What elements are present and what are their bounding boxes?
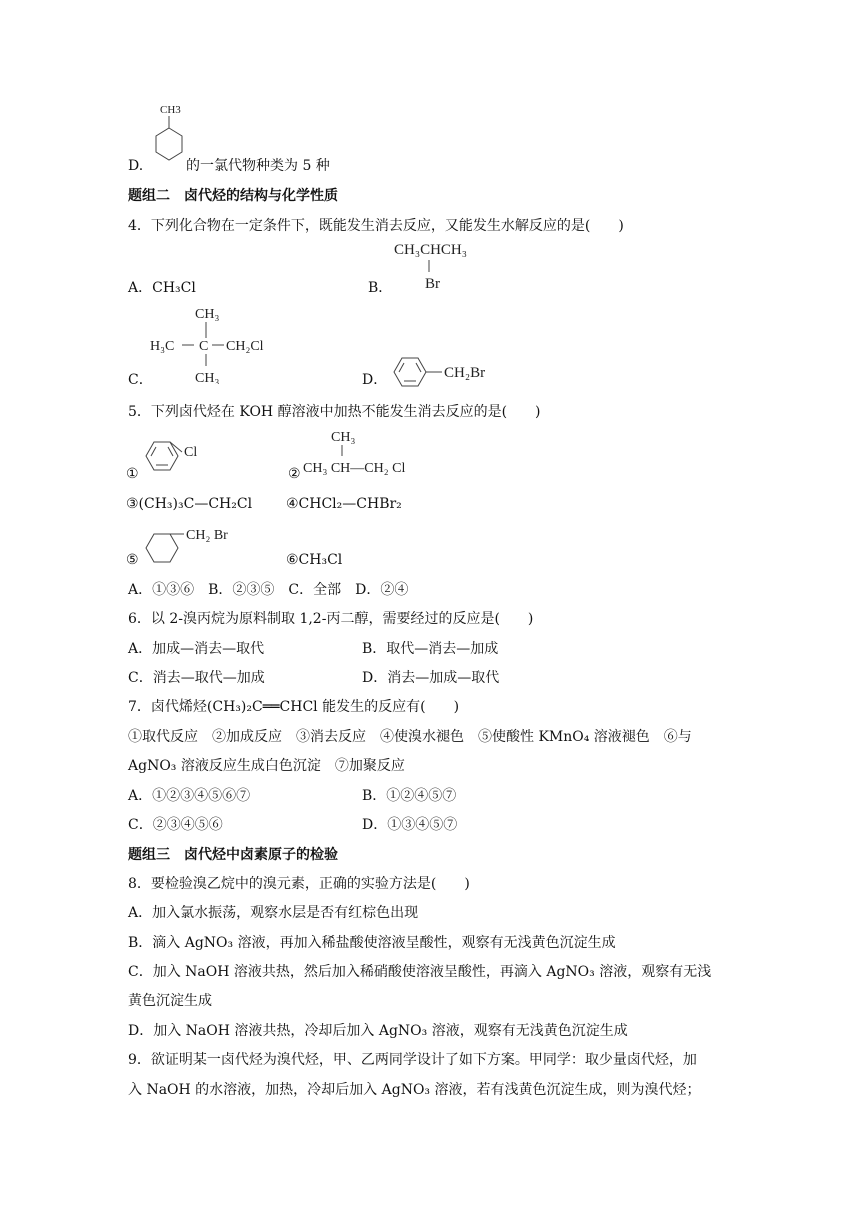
q4-option-b-structure — [392, 238, 502, 290]
q6-option-c: C．消去—取代—加成 — [128, 670, 265, 686]
q5-item5-structure — [140, 520, 240, 572]
q6-stem: 6．以 2-溴丙烷为原料制取 1,2-丙二醇，需要经过的反应是( ) — [128, 611, 534, 627]
group2-heading: 题组二 卤代烃的结构与化学性质 — [128, 188, 338, 204]
q3-option-d-text: 的一氯代物种类为 5 种 — [186, 158, 330, 174]
q5-item1-sub: Cl — [184, 445, 198, 460]
q7-line2: AgNO₃ 溶液反应生成白色沉淀 ⑦加聚反应 — [128, 758, 405, 774]
q8-option-b: B．滴入 AgNO₃ 溶液，再加入稀盐酸使溶液呈酸性，观察有无浅黄色沉淀生成 — [128, 935, 616, 951]
q8-stem: 8．要检验溴乙烷中的溴元素，正确的实验方法是( ) — [128, 876, 470, 892]
q7-option-c: C．②③④⑤⑥ — [128, 817, 223, 833]
q5-item2-top: CH₃ — [331, 430, 356, 445]
q8-option-a: A．加入氯水振荡，观察水层是否有红棕色出现 — [128, 905, 419, 921]
q4-b-formula-top: CH₃CHCH₃ — [394, 242, 467, 258]
q5-item1-structure — [138, 428, 218, 484]
q4-d-sub: CH₂Br — [444, 365, 486, 381]
q4-option-b-label: B． — [368, 280, 393, 296]
q4-option-c-structure — [148, 302, 278, 384]
q9-line1: 9．欲证明某一卤代烃为溴代烃，甲、乙两同学设计了如下方案。甲同学：取少量卤代烃，加 — [128, 1052, 697, 1068]
q5-item5-label: ⑤ — [126, 552, 139, 568]
q8-option-c-line1: C．加入 NaOH 溶液共热，然后加入稀硝酸使溶液呈酸性，再滴入 AgNO₃ 溶液，观察有无浅 — [128, 964, 712, 980]
q8-option-c-line2: 黄色沉淀生成 — [128, 993, 212, 1009]
q5-item5-sub: CH₂ Br — [186, 528, 228, 543]
q6-option-a: A．加成—消去—取代 — [128, 641, 265, 657]
group3-heading: 题组三 卤代烃中卤素原子的检验 — [128, 847, 338, 863]
q3-option-d-label: D. — [128, 158, 144, 174]
q4-option-d-structure — [386, 352, 516, 392]
q5-stem: 5．下列卤代烃在 KOH 醇溶液中加热不能发生消去反应的是( ) — [128, 404, 541, 420]
q5-item6: ⑥CH₃Cl — [286, 552, 343, 568]
q4-c-left: H₃C — [150, 339, 175, 354]
q4-c-right: CH₂Cl — [226, 339, 264, 354]
q5-item2-label: ② — [288, 466, 301, 482]
q4-c-center: C — [199, 339, 209, 354]
q7-option-b: B．①②④⑤⑦ — [362, 788, 457, 804]
q5-item3: ③(CH₃)₃C—CH₂Cl — [126, 496, 253, 512]
q4-b-formula-sub: Br — [425, 276, 440, 290]
q5-item1-label: ① — [126, 466, 139, 482]
q4-option-d-label: D． — [362, 372, 388, 388]
q8-option-d: D．加入 NaOH 溶液共热，冷却后加入 AgNO₃ 溶液，观察有无浅黄色沉淀生成 — [128, 1023, 628, 1039]
q9-line2: 入 NaOH 的水溶液，加热，冷却后加入 AgNO₃ 溶液，若有浅黄色沉淀生成，则为溴代烃； — [128, 1082, 701, 1098]
q6-option-d: D．消去—加成—取代 — [362, 670, 500, 686]
q7-line1: ①取代反应 ②加成反应 ③消去反应 ④使溴水褪色 ⑤使酸性 KMnO₄ 溶液褪色 ⑥与 — [128, 729, 692, 745]
toluene-ch3-label: CH3 — [160, 104, 181, 116]
q5-item4: ④CHCl₂—CHBr₂ — [286, 496, 402, 512]
q4-c-top: CH₃ — [195, 307, 220, 322]
q6-option-b: B．取代—消去—加成 — [362, 641, 499, 657]
q4-option-a: A．CH₃Cl — [128, 280, 196, 296]
q4-stem: 4．下列化合物在一定条件下，既能发生消去反应，又能发生水解反应的是( ) — [128, 218, 624, 234]
q5-item2-structure — [303, 428, 443, 478]
q7-stem: 7．卤代烯烃(CH₃)₂C══CHCl 能发生的反应有( ) — [128, 699, 460, 715]
q7-option-d: D．①③④⑤⑦ — [362, 817, 458, 833]
q4-option-c-label: C． — [128, 372, 153, 388]
q5-item2-main: CH₃ CH—CH₂ Cl — [303, 461, 406, 476]
q7-option-a: A．①②③④⑤⑥⑦ — [128, 788, 251, 804]
q5-options: A．①③⑥ B．②③⑤ C．全部 D．②④ — [128, 582, 409, 598]
q4-c-bottom: CH₃ — [195, 371, 220, 384]
